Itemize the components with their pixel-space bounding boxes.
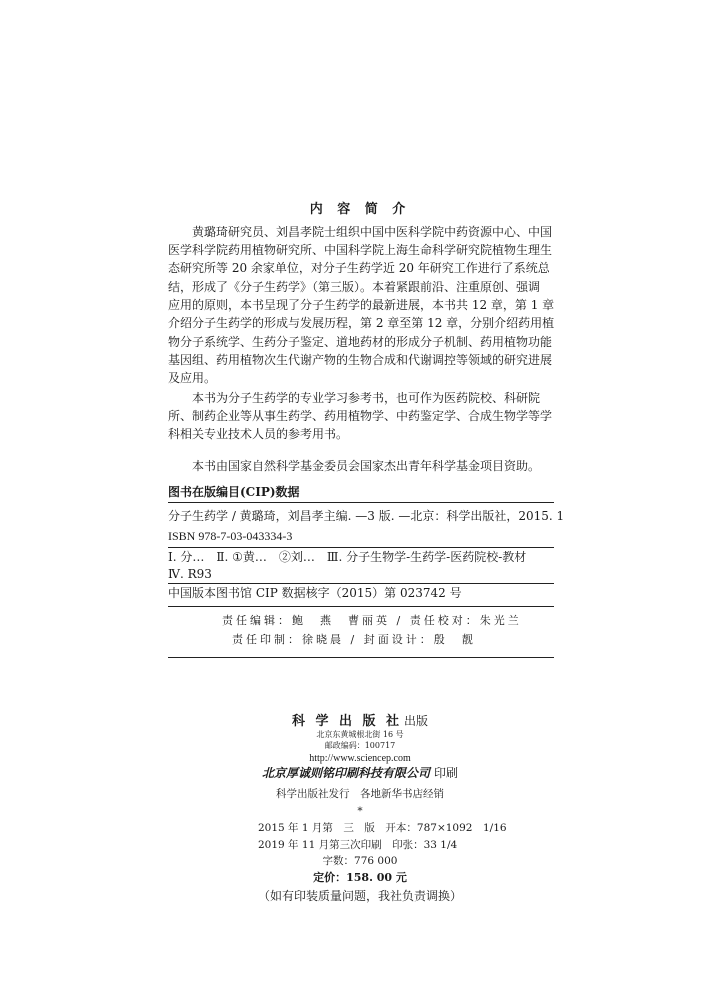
intro-line: 结，形成了《分子生药学》（第三版）。本着紧跟前沿、注重原创、强调 — [168, 280, 541, 294]
credits-rule — [168, 657, 554, 658]
publisher-postcode: 邮政编码：100717 — [324, 741, 396, 750]
intro-line: 基因组、药用植物次生代谢产物的生物合成和代谢调控等领域的研究进展 — [168, 353, 553, 367]
printer-role: 印刷 — [434, 766, 459, 780]
printer-line — [0, 765, 720, 781]
intro-line: 所、制药企业等从事生药学、药用植物学、中药鉴定学、合成生物学等学 — [168, 409, 553, 423]
cip-rule — [168, 547, 554, 548]
separator-star: * — [357, 805, 363, 817]
word-count: 字数：776 000 — [322, 855, 398, 867]
intro-line: 及应用。 — [168, 371, 217, 385]
intro-line: 科相关专业技术人员的参考用书。 — [168, 427, 349, 441]
cip-classification-line: Ⅰ. 分… Ⅱ. ①黄… ②刘… Ⅲ. 分子生物学-生药学-医药院校-教材 — [168, 550, 527, 564]
intro-line: 医学科学院药用植物研究所、中国科学院上海生命科学研究院植物生理生 — [168, 243, 553, 257]
publisher-website: http://www.sciencep.com — [309, 753, 411, 764]
production-credits: 责任印制：徐晓晨 / 封面设计：殷 靓 — [232, 633, 476, 646]
price: 定价：158. 00 元 — [313, 871, 407, 884]
cip-record-number: 中国版本图书馆 CIP 数据核字（2015）第 023742 号 — [168, 586, 462, 600]
intro-line: 物分子系统学、生药分子鉴定、道地药材的形成分子机制、药用植物功能 — [168, 335, 553, 349]
cip-citation: 分子生药学 / 黄璐琦，刘昌孝主编. —3 版. —北京：科学出版社，2015. 1 — [168, 509, 565, 523]
publisher-address: 北京东黄城根北街 16 号 — [316, 730, 404, 739]
cip-isbn: ISBN 978-7-03-043334-3 — [168, 529, 293, 543]
intro-title: 内 容 简 介 — [309, 202, 411, 217]
intro-line: 态研究所等 20 余家单位，对分子生药学近 20 年研究工作进行了系统总 — [168, 261, 550, 275]
editor-credits: 责任编辑：鲍 燕 曹丽英 / 责任校对：朱光兰 — [222, 614, 522, 627]
publisher-role: 出版 — [404, 714, 429, 728]
cip-classification-line: Ⅳ. R93 — [168, 567, 212, 581]
intro-line: 介绍分子生药学的形成与发展历程，第 2 章至第 12 章，分别介绍药用植 — [168, 316, 555, 330]
cip-heading: 图书在版编目(CIP)数据 — [168, 485, 300, 499]
cip-rule — [168, 583, 554, 584]
distribution-line: 科学出版社发行 各地新华书店经销 — [276, 788, 444, 800]
printer-name: 北京厚诚则铭印刷科技有限公司 — [261, 766, 430, 780]
cip-rule — [168, 606, 554, 607]
intro-line: 应用的原则，本书呈现了分子生药学的最新进展，本书共 12 章，第 1 章 — [168, 298, 555, 312]
publisher-logo: 科 学 出 版 社 — [291, 714, 403, 729]
printing-line: 2019 年 11 月第三次印刷 印张：33 1/4 — [258, 839, 458, 851]
cip-rule — [168, 502, 554, 503]
intro-line: 本书为分子生药学的专业学习参考书，也可作为医药院校、科研院 — [192, 391, 541, 405]
intro-line: 黄璐琦研究员、刘昌孝院士组织中国中医科学院中药资源中心、中国 — [192, 225, 553, 239]
intro-line: 本书由国家自然科学基金委员会国家杰出青年科学基金项目资助。 — [192, 459, 541, 473]
quality-notice: （如有印装质量问题，我社负责调换） — [257, 889, 462, 903]
publisher-line — [0, 712, 720, 731]
edition-line: 2015 年 1 月第 三 版 开本：787×1092 1/16 — [258, 822, 507, 834]
